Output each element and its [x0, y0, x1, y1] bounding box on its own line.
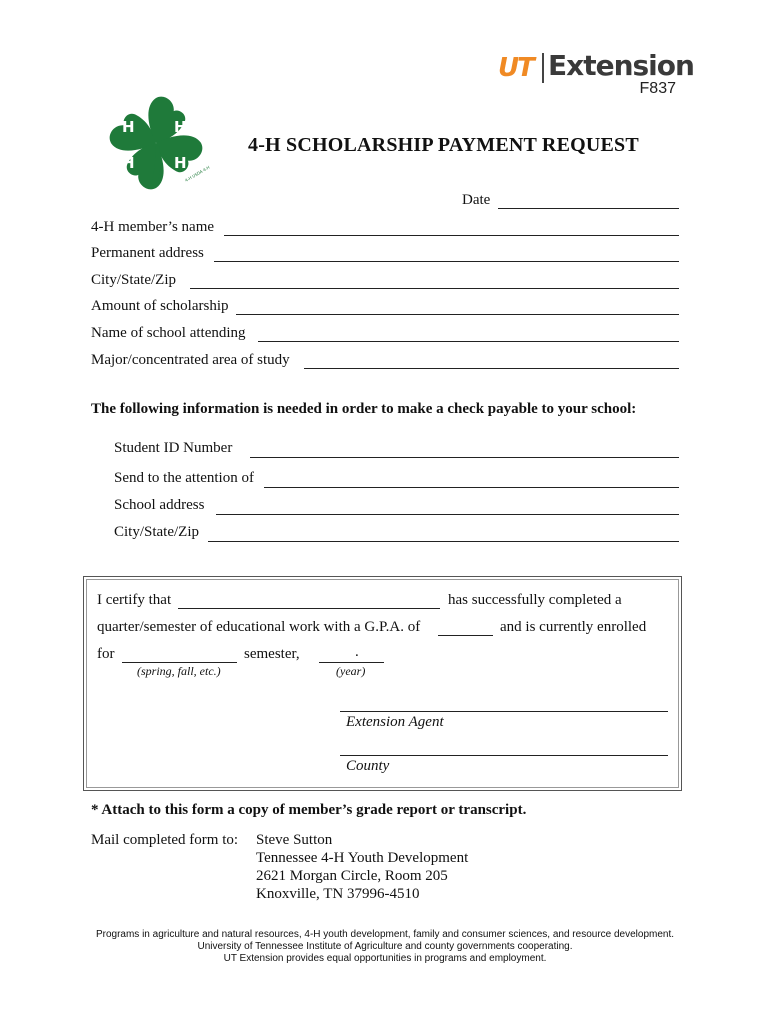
logo-extension-text: Extension [548, 49, 694, 82]
check-info-heading: The following information is needed in order to make a check payable to your school: [91, 401, 637, 417]
ut-extension-logo [498, 47, 694, 97]
member-name-field[interactable] [224, 235, 679, 236]
school-address-field[interactable] [216, 514, 679, 515]
school-field[interactable] [258, 341, 679, 342]
school-label: Name of school attending [91, 325, 246, 341]
amount-field[interactable] [236, 314, 679, 315]
logo-divider [542, 53, 544, 83]
county-field[interactable] [340, 755, 668, 756]
student-id-field[interactable] [250, 457, 679, 458]
agent-label: Extension Agent [346, 714, 444, 730]
attention-label: Send to the attention of [114, 470, 254, 486]
amount-label: Amount of scholarship [91, 298, 229, 314]
address-field[interactable] [214, 261, 679, 262]
year-hint: (year) [336, 664, 366, 678]
date-field[interactable] [498, 208, 679, 209]
ut-logo-mark: UT [498, 53, 533, 83]
svg-text:H: H [174, 154, 187, 172]
school-city-field[interactable] [208, 541, 679, 542]
address-label: Permanent address [91, 245, 204, 261]
clover-small-text: 4-H USDA 4-H [184, 164, 211, 183]
member-name-label: 4-H member’s name [91, 219, 215, 235]
semester-field[interactable] [122, 662, 237, 663]
certify-member-field[interactable] [178, 608, 440, 609]
attach-note: * Attach to this form a copy of member’s grade report or transcript. [91, 802, 527, 818]
footer-line-2: University of Tennessee Institute of Agriculture and county governments cooperating. [197, 941, 573, 952]
semester-hint: (spring, fall, etc.) [137, 664, 221, 678]
footer-line-1: Programs in agriculture and natural resources, 4-H youth development, family and consumer sciences, and resource development. [95, 929, 675, 940]
mail-line-4: Knoxville, TN 37996-4510 [256, 886, 420, 902]
svg-text:H: H [122, 154, 135, 172]
mail-line-1: Steve Sutton [256, 832, 333, 848]
certify-period: . [355, 644, 359, 660]
gpa-field[interactable] [438, 635, 493, 636]
certify-text-3: quarter/semester of educational work with a G.P.A. of [97, 619, 421, 635]
certify-text-4: and is currently enrolled [500, 619, 647, 635]
mail-line-2: Tennessee 4-H Youth Development [256, 850, 469, 866]
mail-line-3: 2621 Morgan Circle, Room 205 [256, 868, 448, 884]
svg-text:H: H [174, 118, 187, 136]
4h-clover-icon [100, 96, 214, 192]
school-address-label: School address [114, 497, 205, 513]
date-label: Date [462, 192, 491, 208]
certify-text-2: has successfully completed a [448, 592, 622, 608]
city-label: City/State/Zip [91, 272, 176, 288]
agent-signature-field[interactable] [340, 711, 668, 712]
year-field[interactable] [319, 662, 384, 663]
form-code: F837 [639, 80, 676, 97]
county-label: County [346, 758, 390, 774]
certify-text-1: I certify that [97, 592, 172, 608]
certify-text-6: semester, [244, 646, 300, 662]
svg-text:H: H [122, 118, 135, 136]
student-id-label: Student ID Number [114, 440, 233, 456]
major-field[interactable] [304, 368, 679, 369]
page-title: 4-H SCHOLARSHIP PAYMENT REQUEST [248, 134, 639, 156]
mail-label: Mail completed form to: [91, 832, 239, 848]
school-city-label: City/State/Zip [114, 524, 199, 540]
city-field[interactable] [190, 288, 679, 289]
footer-line-3: UT Extension provides equal opportunities in programs and employment. [223, 953, 547, 964]
certify-text-5: for [97, 646, 115, 662]
major-label: Major/concentrated area of study [91, 352, 290, 368]
attention-field[interactable] [264, 487, 679, 488]
